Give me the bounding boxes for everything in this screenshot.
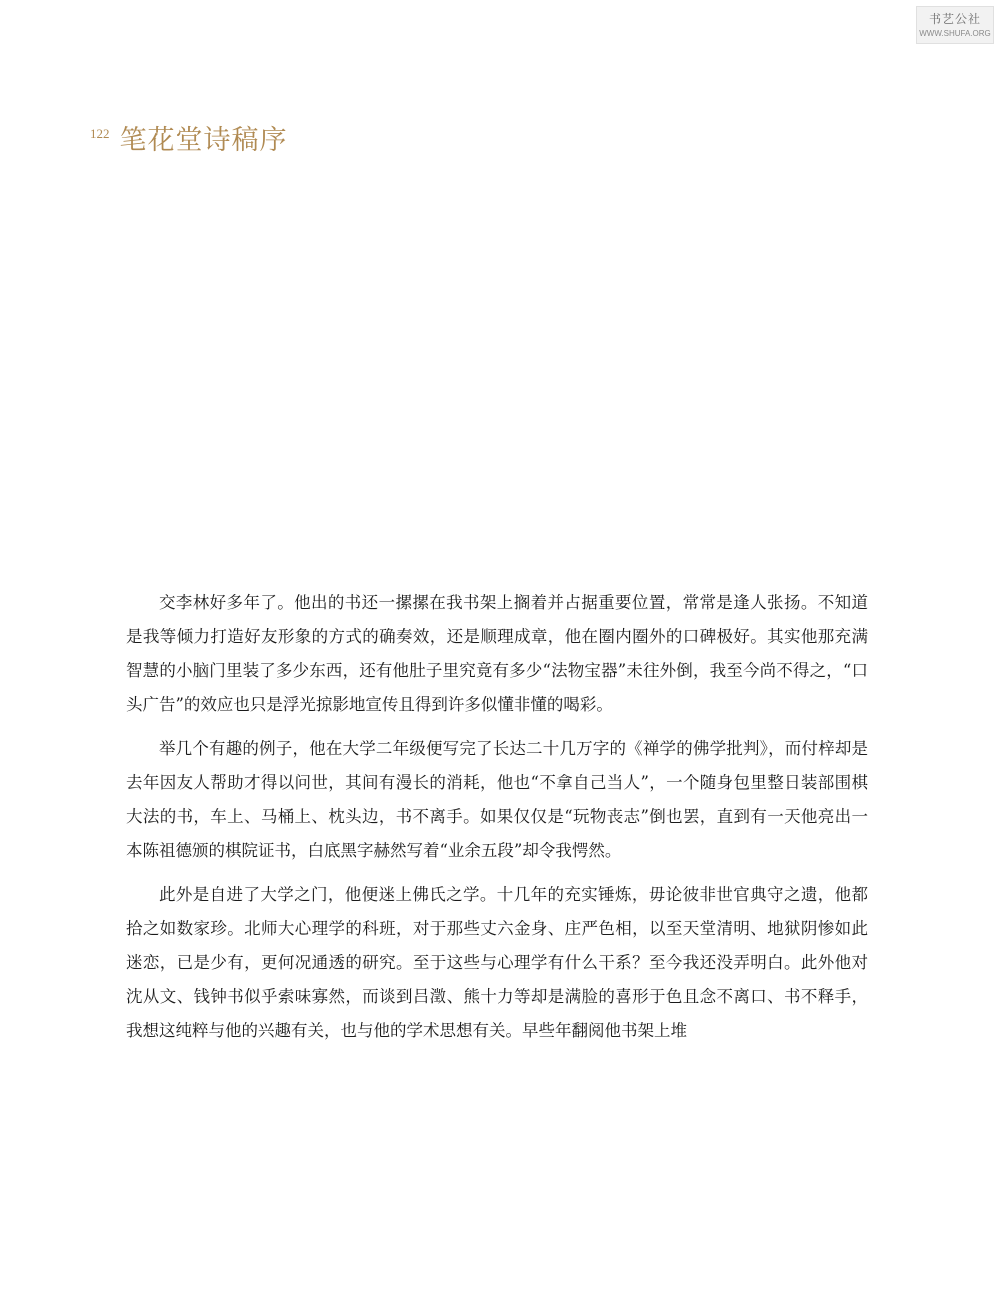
- watermark-logo: 书艺公社: [928, 12, 981, 26]
- paragraph-1: 交李林好多年了。他出的书还一摞摞在我书架上搁着并占据重要位置，常常是逢人张扬。不知道是我等倾力打造好友形象的方式的确奏效，还是顺理成章，他在圈内圈外的口碑极好。其实他那充满智慧的小脑门里装了多少东西，还有他肚子里究竟有多少“法物宝器”未往外倒，我至今尚不得之，“口头广告”的效应也只是浮光掠影地宣传且得到许多似懂非懂的喝彩。: [126, 593, 868, 714]
- watermark-stamp: [916, 6, 994, 44]
- page-number: 122: [90, 126, 110, 141]
- paragraph-3: 此外是自进了大学之门，他便迷上佛氏之学。十几年的充实锤炼，毋论彼非世官典守之遗，他都拾之如数家珍。北师大心理学的科班，对于那些丈六金身、庄严色相，以至天堂清明、地狱阴惨如此迷恋，已是少有，更何况通透的研究。至于这些与心理学有什么干系？至今我还没弄明白。此外他对沈从文、钱钟书似乎索味寡然，而谈到吕澂、熊十力等却是满脸的喜形于色且念不离口、书不释手，我想这纯粹与他的兴趣有关，也与他的学术思想有关。早些年翻阅他书架上堆: [126, 885, 868, 1040]
- watermark-url: WWW.SHUFA.ORG: [919, 29, 991, 38]
- paragraph-2: 举几个有趣的例子，他在大学二年级便写完了长达二十几万字的《禅学的佛学批判》，而付梓却是去年因友人帮助才得以问世，其间有漫长的消耗，他也“不拿自己当人”，一个随身包里整日装部围棋大法的书，车上、马桶上、枕头边，书不离手。如果仅仅是“玩物丧志”倒也罢，直到有一天他亮出一本陈祖德颁的棋院证书，白底黑字赫然写着“业余五段”却令我愕然。: [126, 739, 868, 860]
- body-text: [126, 586, 868, 1058]
- section-title: 笔花堂诗稿序: [119, 125, 288, 156]
- page-header: [90, 118, 288, 157]
